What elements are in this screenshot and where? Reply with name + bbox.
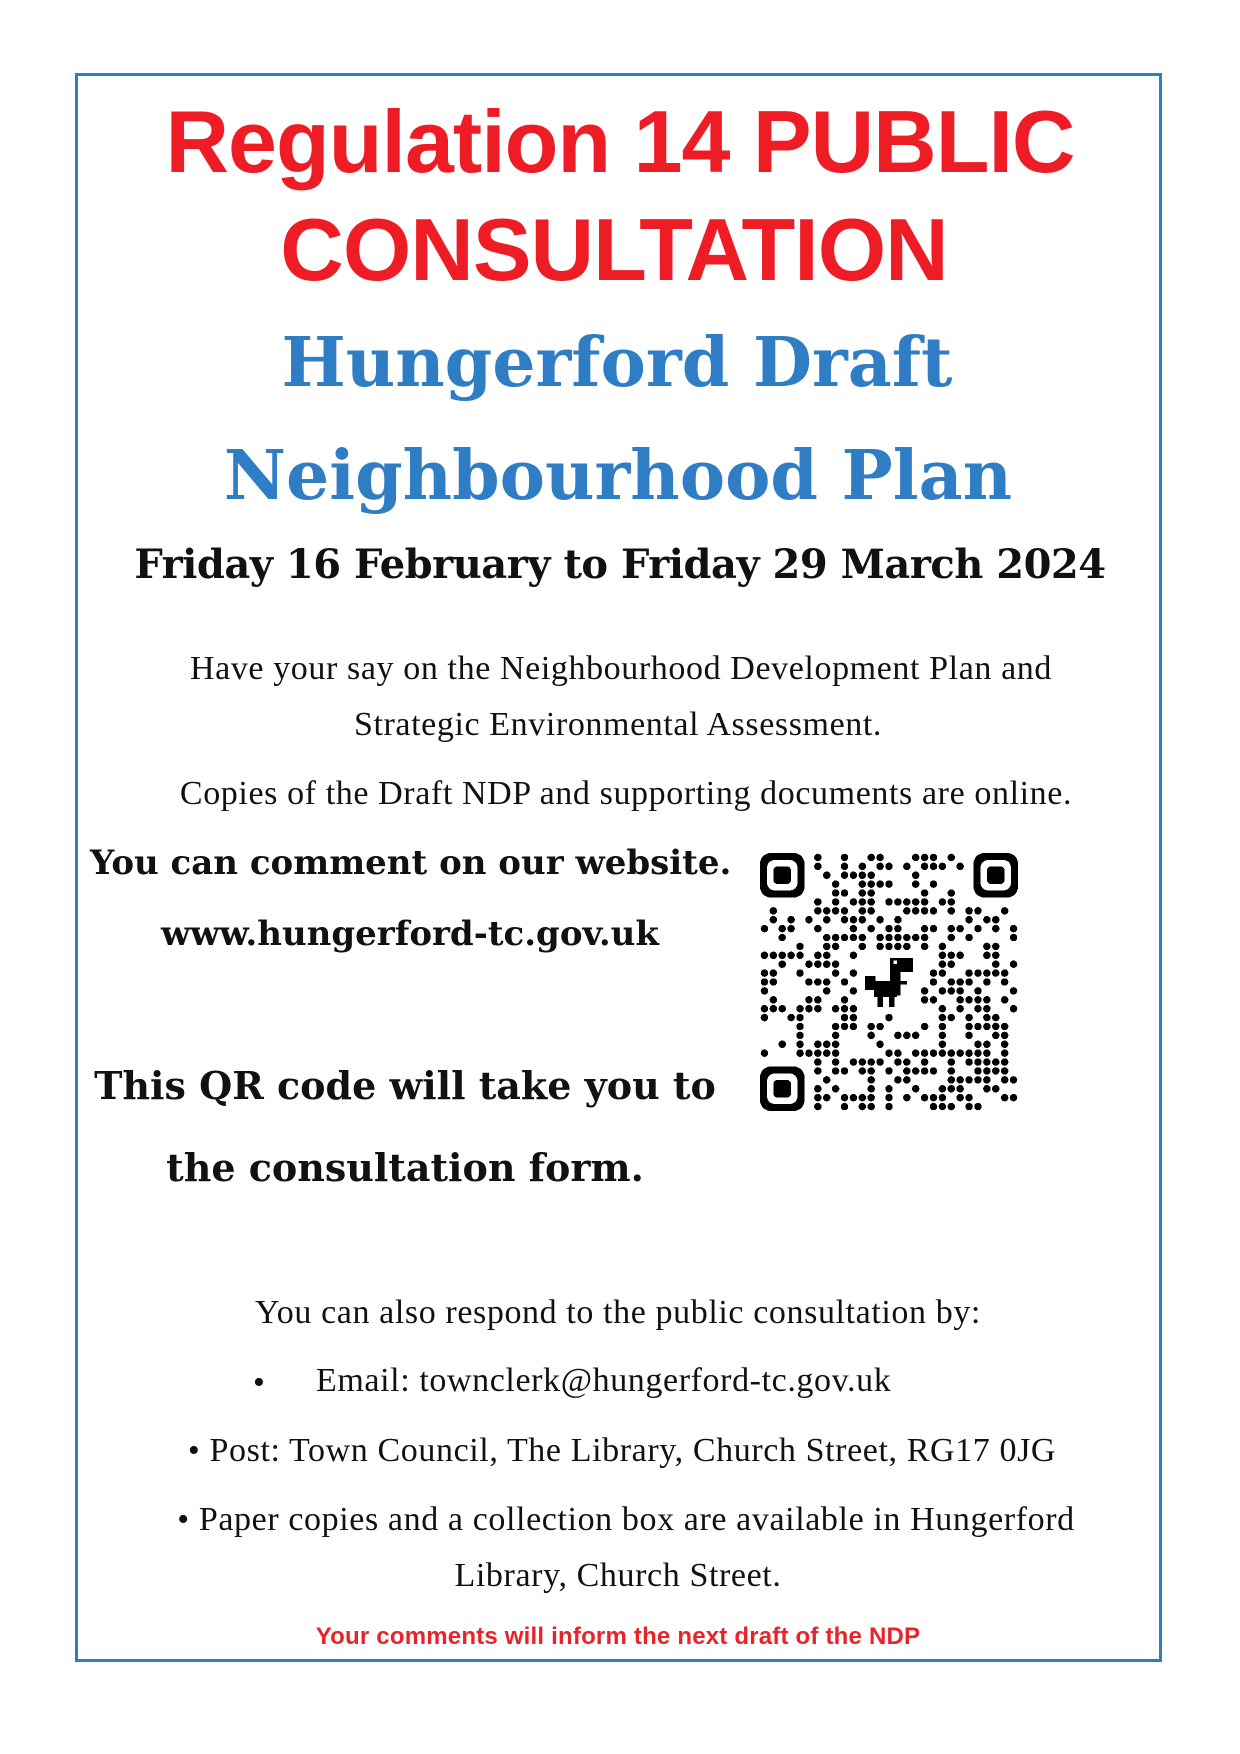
qr-text-line-2: the consultation form.: [166, 1145, 644, 1190]
bullet-marker: •: [253, 1364, 266, 1401]
respond-intro: You can also respond to the public consultation by:: [255, 1294, 981, 1331]
subtitle-line-2: Neighbourhood Plan: [223, 436, 1013, 516]
post-contact: • Post: Town Council, The Library, Church Street, RG17 0JG: [187, 1432, 1057, 1469]
intro-line-1: Have your say on the Neighbourhood Development Plan and: [189, 650, 1053, 687]
website-link[interactable]: www.hungerford-tc.gov.uk: [161, 914, 659, 954]
subtitle-line-1: Hungerford Draft: [281, 323, 953, 403]
paper-copies-line-1: • Paper copies and a collection box are available in Hungerford: [177, 1501, 1075, 1538]
email-contact[interactable]: Email: townclerk@hungerford-tc.gov.uk: [316, 1362, 892, 1399]
consultation-dates: Friday 16 February to Friday 29 March 2024: [134, 541, 1106, 588]
intro-line-2: Strategic Environmental Assessment.: [353, 706, 883, 743]
title-line-2: CONSULTATION: [280, 200, 948, 299]
footer-note: Your comments will inform the next draft of the NDP: [315, 1623, 921, 1650]
comment-text: You can comment on our website.: [90, 843, 732, 883]
paper-copies-line-2: Library, Church Street.: [454, 1557, 782, 1594]
copies-online: Copies of the Draft NDP and supporting documents are online.: [179, 775, 1073, 812]
dinosaur-icon: [860, 953, 919, 1012]
consultation-qr-code[interactable]: [760, 853, 1018, 1111]
qr-text-line-1: This QR code will take you to: [94, 1063, 716, 1108]
title-line-1: Regulation 14 PUBLIC: [165, 92, 1075, 191]
